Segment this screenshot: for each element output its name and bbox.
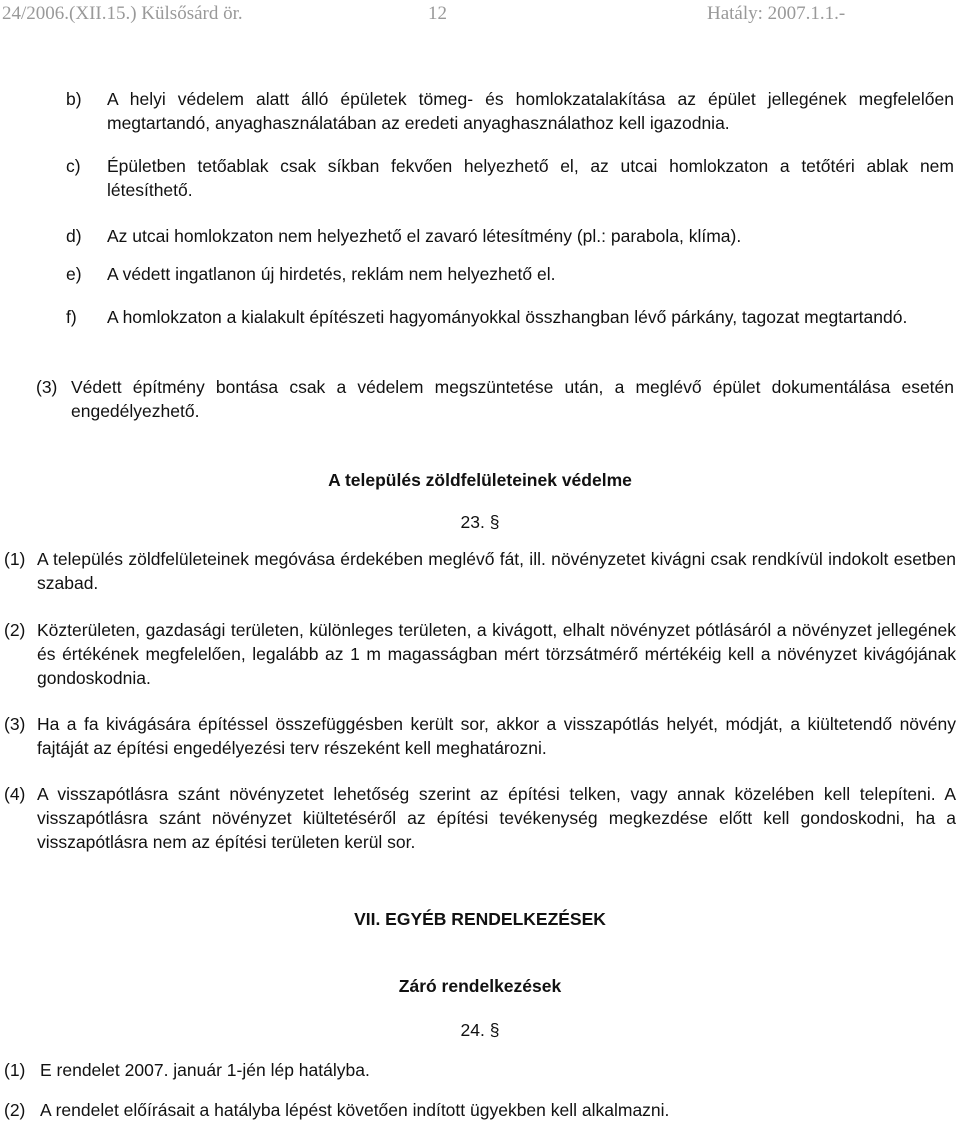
item-label: c) <box>66 156 81 176</box>
page-header <box>0 0 960 24</box>
paragraph-3 <box>4 712 956 760</box>
item-label: f) <box>66 307 77 327</box>
list-item-f <box>66 305 954 353</box>
list-item-d <box>66 224 954 248</box>
header-document-ref: 24/2006.(XII.15.) Külsősárd ör. <box>2 3 243 24</box>
final-paragraph-2 <box>4 1098 956 1122</box>
item-text: Épületben tetőablak csak síkban fekvően helyezhető el, az utcai homlokzaton a tetőtéri ablak nem létesíthető. <box>107 156 954 200</box>
item-label: b) <box>66 89 82 109</box>
paragraph-2 <box>4 618 956 690</box>
paragraph-text: Közterületen, gazdasági területen, különleges területen, a kivágott, elhalt növényzet pótlásáról a növényzet jellegének és értékének megfelelően, legalább az 1 m magasságban mért törzsátmérő mértékéig kell a növényzet kivágójának gondoskodnia. <box>37 620 956 688</box>
final-paragraph-1 <box>4 1058 956 1082</box>
paragraph-label: (3) <box>4 714 26 734</box>
header-page-number: 12 <box>428 3 447 24</box>
paragraph-label: (4) <box>4 784 26 804</box>
item-text: A homlokzaton a kialakult építészeti hagyományokkal összhangban lévő párkány, tagozat megtartandó. <box>107 307 908 327</box>
paragraph-label: (3) <box>36 377 58 397</box>
paragraph-label: (2) <box>4 620 26 640</box>
item-text: A védett ingatlanon új hirdetés, reklám nem helyezhető el. <box>107 264 556 284</box>
paragraph-4 <box>4 782 956 854</box>
item-label: e) <box>66 264 82 284</box>
paragraph-label: (1) <box>4 549 26 569</box>
paragraph-text: A rendelet előírásait a hatályba lépést követően indított ügyekben kell alkalmazni. <box>40 1100 670 1120</box>
chapter-title: VII. EGYÉB RENDELKEZÉSEK <box>354 909 606 929</box>
paragraph-text: A visszapótlásra szánt növényzetet lehetőség szerint az építési telken, vagy annak közelében kell telepíteni. A visszapótlásra szánt növényzet kiültetéséről az építési tevékenység megkezdése előtt kell gondoskodni, ha a visszapótlásra nem az építési területen kerül sor. <box>37 784 956 852</box>
paragraph-3 <box>36 375 954 423</box>
list-item-c <box>66 154 954 202</box>
list-item-b <box>66 87 954 135</box>
section-title: Záró rendelkezések <box>398 976 562 996</box>
paragraph-text: Védett építmény bontása csak a védelem megszüntetése után, a meglévő épület dokumentálása esetén engedélyezhető. <box>71 377 954 421</box>
header-effective-date: Hatály: 2007.1.1.- <box>707 3 846 24</box>
section-number: 24. § <box>460 1020 500 1040</box>
section-title: A település zöldfelületeinek védelme <box>328 470 632 490</box>
paragraph-label: (1) <box>4 1060 26 1080</box>
item-label: d) <box>66 226 82 246</box>
section-number: 23. § <box>460 512 500 532</box>
list-item-e <box>66 262 954 286</box>
paragraph-text: Ha a fa kivágására építéssel összefüggésben került sor, akkor a visszapótlás helyét, módját, a kiültetendő növény fajtáját az építési engedélyezési terv részeként kell meghatározni. <box>37 714 956 758</box>
paragraph-text: A település zöldfelületeinek megóvása érdekében meglévő fát, ill. növényzetet kivágni csak rendkívül indokolt esetben szabad. <box>37 549 956 593</box>
paragraph-label: (2) <box>4 1100 26 1120</box>
paragraph-text: E rendelet 2007. január 1-jén lép hatályba. <box>40 1060 370 1080</box>
item-text: A helyi védelem alatt álló épületek tömeg- és homlokzatalakítása az épület jellegének megfelelően megtartandó, anyaghasználatában az eredeti anyaghasználathoz kell igazodnia. <box>107 89 954 133</box>
paragraph-1 <box>4 547 956 595</box>
item-text: Az utcai homlokzaton nem helyezhető el zavaró létesítmény (pl.: parabola, klíma). <box>107 226 742 246</box>
